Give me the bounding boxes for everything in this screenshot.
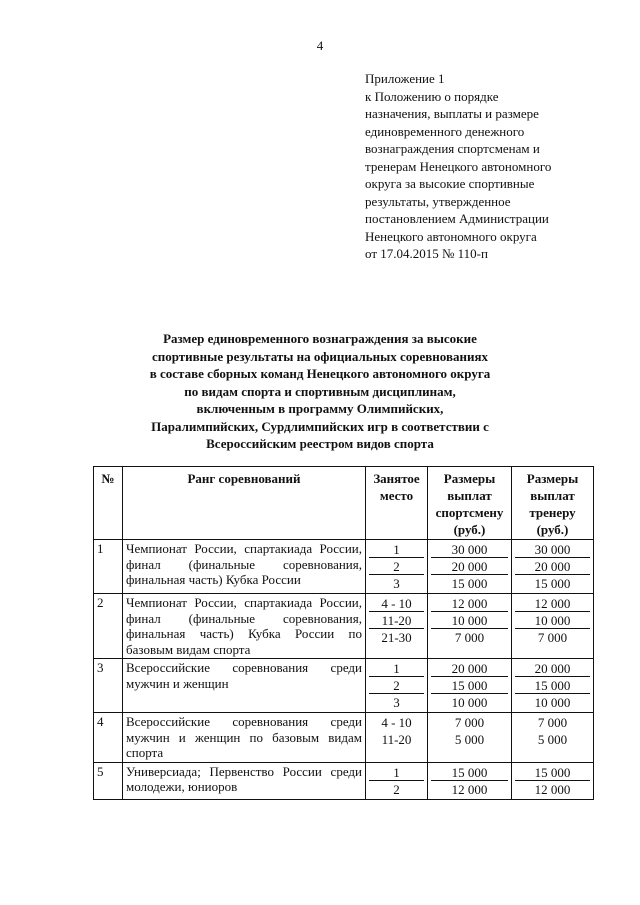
row-number: 1 [94,540,123,594]
table-row [94,540,594,594]
coach-payment: 10 000 [515,612,590,629]
heading-line: по видам спорта и спортивным дисциплинам, [184,383,456,399]
header-athlete-payment: Размеры выплат спортсмену (руб.) [428,467,512,540]
athlete-payment: 15 000 [431,764,508,781]
athlete-payment: 7 000 [454,630,485,645]
heading-line: Всероссийским реестром видов спорта [206,436,434,451]
athlete-payment: 7 000 [454,715,485,730]
appendix-line: тренерам Ненецкого автономного [365,158,552,174]
place-value: 3 [393,695,400,710]
coach-payment: 20 000 [515,558,590,575]
appendix-line: результаты, утвержденное [365,193,511,209]
coach-payment-cell [512,713,594,763]
appendix-line: вознаграждения спортсменам и [365,141,540,156]
coach-payment: 20 000 [515,660,590,677]
coach-payment-cell [512,659,594,713]
competition-rank: Универсиада; Первенство России среди молодежи, юниоров [123,762,366,799]
competition-rank: Чемпионат России, спартакиада России, финал (финальные соревнования, финальная часть) Кубка России по базовым видам спорта [123,594,366,659]
athlete-payment: 12 000 [451,781,488,797]
row-number: 2 [94,594,123,659]
place-cell [366,540,428,594]
coach-payment: 12 000 [534,781,571,797]
athlete-payment: 10 000 [451,695,488,710]
place-cell [366,713,428,763]
place-value: 3 [393,576,400,591]
header-number: № [94,467,123,540]
athlete-payment: 30 000 [431,541,508,558]
athlete-payment: 15 000 [451,576,488,591]
coach-payment: 15 000 [515,764,590,781]
table-row [94,762,594,799]
place-value: 1 [369,541,424,558]
place-value: 4 - 10 [381,715,412,730]
coach-payment: 12 000 [515,595,590,612]
place-value: 2 [369,677,424,694]
awards-table [93,466,594,800]
place-value: 4 - 10 [369,595,424,612]
heading-line: в составе сборных команд Ненецкого автономного округа [149,366,491,381]
athlete-payment: 12 000 [431,595,508,612]
appendix-line: назначения, выплаты и размере [365,106,539,121]
header-place: Занятое место [366,467,428,540]
place-cell [366,762,428,799]
competition-rank: Чемпионат России, спартакиада России, финал (финальные соревнования, финальная часть) Кубка России [123,540,366,594]
appendix-line: округа за высокие спортивные [365,176,535,191]
coach-payment: 7 000 [537,630,568,645]
coach-payment: 5 000 [537,732,568,747]
appendix-line: от 17.04.2015 № 110-п [365,246,488,261]
athlete-payment: 15 000 [431,677,508,694]
coach-payment: 10 000 [534,695,571,710]
athlete-payment: 5 000 [454,732,485,747]
appendix-line: постановлением Администрации [365,211,549,226]
appendix-block [365,70,605,263]
coach-payment-cell [512,540,594,594]
athlete-payment-cell [428,659,512,713]
page-number: 4 [316,38,324,53]
table-row [94,594,594,659]
athlete-payment-cell [428,540,512,594]
table-row [94,713,594,763]
place-value: 21-30 [381,630,412,645]
header-coach-payment: Размеры выплат тренеру (руб.) [512,467,594,540]
appendix-line: к Положению о порядке [365,88,499,104]
appendix-line: единовременного денежного [365,123,525,139]
place-cell [366,659,428,713]
appendix-line: Приложение 1 [365,71,445,86]
coach-payment: 15 000 [515,677,590,694]
row-number: 4 [94,713,123,763]
coach-payment-cell [512,762,594,799]
heading-line: спортивные результаты на официальных соревнованиях [151,348,489,364]
competition-rank: Всероссийские соревнования среди мужчин и женщин [123,659,366,713]
athlete-payment-cell [428,762,512,799]
athlete-payment: 20 000 [431,660,508,677]
athlete-payment-cell [428,713,512,763]
coach-payment: 15 000 [534,576,571,591]
place-value: 2 [393,781,400,797]
row-number: 3 [94,659,123,713]
place-value: 1 [369,660,424,677]
row-number: 5 [94,762,123,799]
document-heading [90,330,550,453]
athlete-payment: 20 000 [431,558,508,575]
place-cell [366,594,428,659]
place-value: 11-20 [381,732,412,747]
coach-payment: 7 000 [537,715,568,730]
heading-line: Паралимпийских, Сурдлимпийских игр в соответствии с [151,418,489,434]
table-header-row [94,467,594,540]
heading-line: включенным в программу Олимпийских, [196,401,444,416]
place-value: 2 [369,558,424,575]
competition-rank: Всероссийские соревнования среди мужчин и женщин по базовым видам спорта [123,713,366,763]
appendix-line: Ненецкого автономного округа [365,228,537,244]
place-value: 1 [369,764,424,781]
place-value: 11-20 [369,612,424,629]
athlete-payment: 10 000 [431,612,508,629]
heading-line: Размер единовременного вознаграждения за высокие [163,331,477,346]
coach-payment: 30 000 [515,541,590,558]
table-row [94,659,594,713]
athlete-payment-cell [428,594,512,659]
coach-payment-cell [512,594,594,659]
header-rank: Ранг соревнований [123,467,366,540]
